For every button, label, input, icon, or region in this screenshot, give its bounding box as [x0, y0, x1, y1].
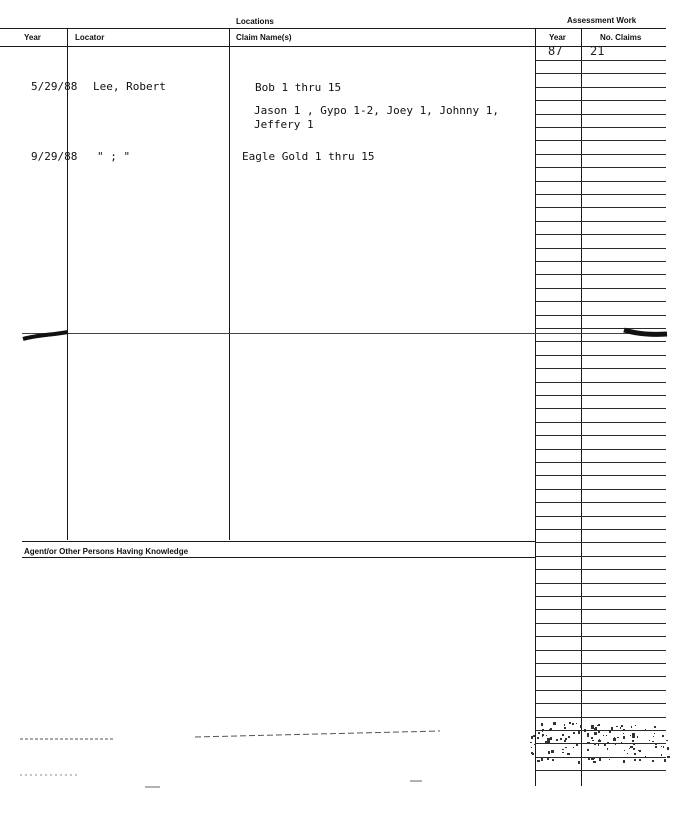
noise-speck [594, 757, 595, 758]
noise-speck [655, 743, 657, 745]
noise-speck [645, 756, 646, 757]
noise-speck [553, 722, 556, 725]
noise-speck [655, 746, 657, 748]
noise-speck [621, 742, 622, 743]
noise-speck [530, 742, 532, 744]
grid-row-line [536, 73, 666, 74]
noise-speck [599, 758, 601, 760]
noise-speck [550, 728, 552, 730]
noise-speck [606, 735, 607, 736]
header-top-rule [0, 28, 666, 29]
noise-speck [584, 729, 586, 731]
noise-speck [632, 740, 634, 742]
noise-speck [598, 744, 599, 745]
grid-row-line [536, 663, 666, 664]
noise-speck [597, 725, 599, 727]
noise-speck [603, 735, 604, 736]
noise-speck [537, 737, 539, 739]
noise-speck [615, 744, 616, 745]
noise-speck [632, 736, 635, 739]
noise-speck [565, 738, 567, 740]
noise-speck [652, 760, 654, 762]
grid-row-line [536, 288, 666, 289]
noise-speck [617, 737, 619, 739]
grid-row-line [536, 556, 666, 557]
noise-speck [594, 728, 596, 730]
noise-speck [609, 731, 611, 733]
noise-speck [614, 737, 615, 738]
noise-speck [532, 753, 534, 755]
noise-speck [551, 750, 553, 752]
noise-speck [663, 746, 665, 748]
noise-speck [576, 744, 578, 746]
grid-row-line [536, 140, 666, 141]
noise-speck [634, 753, 636, 755]
column-divider-locator [229, 28, 230, 540]
grid-row-line [536, 154, 666, 155]
agent-section-label: Agent/or Other Persons Having Knowledge [24, 547, 189, 556]
grid-row-line [536, 770, 666, 771]
grid-row-line [536, 274, 666, 275]
noise-speck [573, 732, 575, 734]
entry-1-locator: Lee, Robert [93, 80, 166, 93]
noise-speck [666, 740, 668, 742]
noise-speck [531, 736, 533, 738]
grid-row-line [536, 743, 666, 744]
noise-speck [624, 750, 625, 751]
noise-speck [576, 723, 577, 724]
grid-row-line [536, 569, 666, 570]
noise-speck [616, 726, 618, 728]
noise-speck [573, 747, 574, 748]
column-divider-claims [535, 28, 536, 786]
grid-row-line [536, 408, 666, 409]
noise-speck [623, 760, 626, 763]
entry-1-claim: Bob 1 thru 15 [255, 81, 342, 94]
grid-row-line [536, 114, 666, 115]
grid-row-line [536, 609, 666, 610]
noise-speck [661, 746, 662, 747]
noise-speck [607, 742, 608, 743]
grid-row-line [536, 194, 666, 195]
noise-speck [562, 752, 564, 754]
fold-mark-right [622, 324, 668, 340]
noise-speck [634, 759, 636, 761]
noise-speck [609, 759, 610, 760]
noise-speck [567, 753, 570, 756]
noise-speck [534, 744, 536, 746]
noise-speck [664, 759, 667, 762]
noise-speck [587, 749, 589, 751]
grid-row-line [536, 234, 666, 235]
noise-speck [578, 731, 581, 734]
entry-3-claim: Eagle Gold 1 thru 15 [242, 150, 375, 163]
noise-speck [645, 729, 647, 731]
noise-speck [568, 736, 570, 738]
noise-speck [541, 725, 542, 726]
grid-row-line [536, 395, 666, 396]
noise-speck [548, 751, 551, 754]
assessment-year-value: 87 [548, 44, 563, 58]
column-header-locator: Locator [75, 33, 105, 42]
noise-speck [652, 741, 654, 743]
grid-row-line [536, 248, 666, 249]
grid-row-line [536, 623, 666, 624]
grid-row-line [536, 516, 666, 517]
noise-speck [639, 759, 641, 761]
grid-row-line [536, 596, 666, 597]
noise-speck [564, 727, 566, 729]
noise-speck [562, 749, 563, 750]
noise-speck [565, 747, 567, 749]
noise-speck [594, 732, 597, 735]
noise-speck [593, 761, 596, 764]
agent-section-top-rule [22, 541, 535, 542]
assessment-work-title: Assessment Work [567, 16, 637, 25]
grid-row-line [536, 703, 666, 704]
noise-speck [638, 750, 639, 751]
header-bottom-rule [0, 46, 666, 47]
grid-row-line [536, 261, 666, 262]
noise-speck [587, 742, 589, 744]
grid-row-line [536, 502, 666, 503]
grid-row-line [536, 315, 666, 316]
entry-2-claim-line1: Jason 1 , Gypo 1-2, Joey 1, Johnny 1, [254, 104, 500, 117]
grid-row-line [536, 475, 666, 476]
noise-speck [541, 759, 543, 761]
page-fold-line [22, 333, 662, 334]
noise-speck [562, 734, 565, 737]
column-header-claim-names: Claim Name(s) [236, 33, 292, 42]
noise-speck [662, 735, 664, 737]
grid-row-line [536, 435, 666, 436]
column-divider-year [67, 28, 68, 540]
noise-speck [637, 736, 639, 738]
faded-bottom-marks [20, 725, 540, 795]
noise-speck [630, 735, 631, 736]
noise-speck [572, 723, 574, 725]
grid-row-line [536, 690, 666, 691]
grid-row-line [536, 449, 666, 450]
noise-speck [542, 730, 543, 731]
noise-speck [546, 735, 547, 736]
noise-speck [556, 739, 558, 741]
noise-speck [633, 743, 635, 745]
grid-row-line [536, 341, 666, 342]
noise-speck [633, 748, 635, 750]
column-divider-aw-year [581, 28, 582, 786]
grid-row-line [536, 382, 666, 383]
column-header-aw-year: Year [549, 33, 566, 42]
grid-row-line [536, 355, 666, 356]
noise-speck [639, 750, 641, 752]
grid-row-line [536, 636, 666, 637]
entry-2-claim-line2: Jeffery 1 [254, 118, 314, 131]
fold-mark-left [22, 326, 70, 342]
noise-speck [623, 729, 624, 730]
noise-speck [604, 743, 607, 746]
noise-speck [621, 757, 623, 759]
grid-row-line [536, 542, 666, 543]
noise-speck [592, 740, 594, 742]
grid-row-line [536, 368, 666, 369]
grid-row-line [536, 529, 666, 530]
noise-speck [623, 736, 626, 739]
noise-speck [538, 732, 540, 734]
noise-speck [594, 743, 597, 746]
locations-title: Locations [236, 17, 274, 26]
entry-1-date: 5/29/88 [31, 80, 78, 93]
entry-3-date: 9/29/88 [31, 150, 78, 163]
noise-speck [653, 736, 655, 738]
noise-speck [635, 725, 637, 727]
noise-speck [533, 735, 535, 737]
grid-row-line [536, 221, 666, 222]
noise-speck [564, 724, 566, 726]
noise-speck [661, 754, 663, 756]
grid-row-line [536, 301, 666, 302]
entry-3-locator: " ; " [97, 150, 131, 163]
grid-row-line [536, 583, 666, 584]
noise-speck [531, 747, 532, 748]
noise-speck [588, 758, 590, 760]
noise-speck [591, 737, 593, 739]
noise-speck [598, 731, 600, 733]
agent-section-bottom-rule [22, 557, 535, 558]
noise-speck [578, 761, 581, 764]
noise-speck [561, 738, 562, 739]
noise-speck [667, 756, 670, 759]
grid-row-line [536, 181, 666, 182]
grid-row-line [536, 167, 666, 168]
noise-speck [552, 759, 554, 761]
noise-speck [599, 740, 601, 742]
noise-speck [654, 733, 655, 734]
noise-speck [545, 741, 547, 743]
grid-row-line [536, 422, 666, 423]
noise-speck [623, 733, 624, 734]
grid-row-line [536, 650, 666, 651]
grid-row-line [536, 87, 666, 88]
grid-row-line [536, 462, 666, 463]
noise-speck [580, 725, 583, 728]
noise-speck [550, 737, 553, 740]
grid-row-line [536, 730, 666, 731]
noise-speck [620, 727, 621, 728]
noise-speck [630, 746, 633, 749]
noise-speck [627, 753, 628, 754]
grid-row-line [536, 207, 666, 208]
noise-speck [542, 736, 543, 737]
grid-row-line [536, 489, 666, 490]
noise-speck [631, 726, 633, 728]
noise-speck [607, 748, 609, 750]
grid-row-line [536, 717, 666, 718]
grid-row-line [536, 60, 666, 61]
assessment-claims-value: 21 [590, 44, 605, 58]
grid-row-line [536, 127, 666, 128]
column-header-year: Year [24, 33, 41, 42]
noise-speck [547, 758, 549, 760]
grid-row-line [536, 676, 666, 677]
noise-speck [649, 740, 650, 741]
column-header-no-claims: No. Claims [600, 33, 642, 42]
grid-row-line [536, 100, 666, 101]
noise-speck [537, 760, 540, 763]
noise-speck [569, 722, 571, 724]
noise-speck [662, 743, 663, 744]
noise-speck [587, 735, 590, 738]
noise-speck [654, 726, 656, 728]
noise-speck [667, 748, 668, 749]
noise-speck [611, 727, 613, 729]
